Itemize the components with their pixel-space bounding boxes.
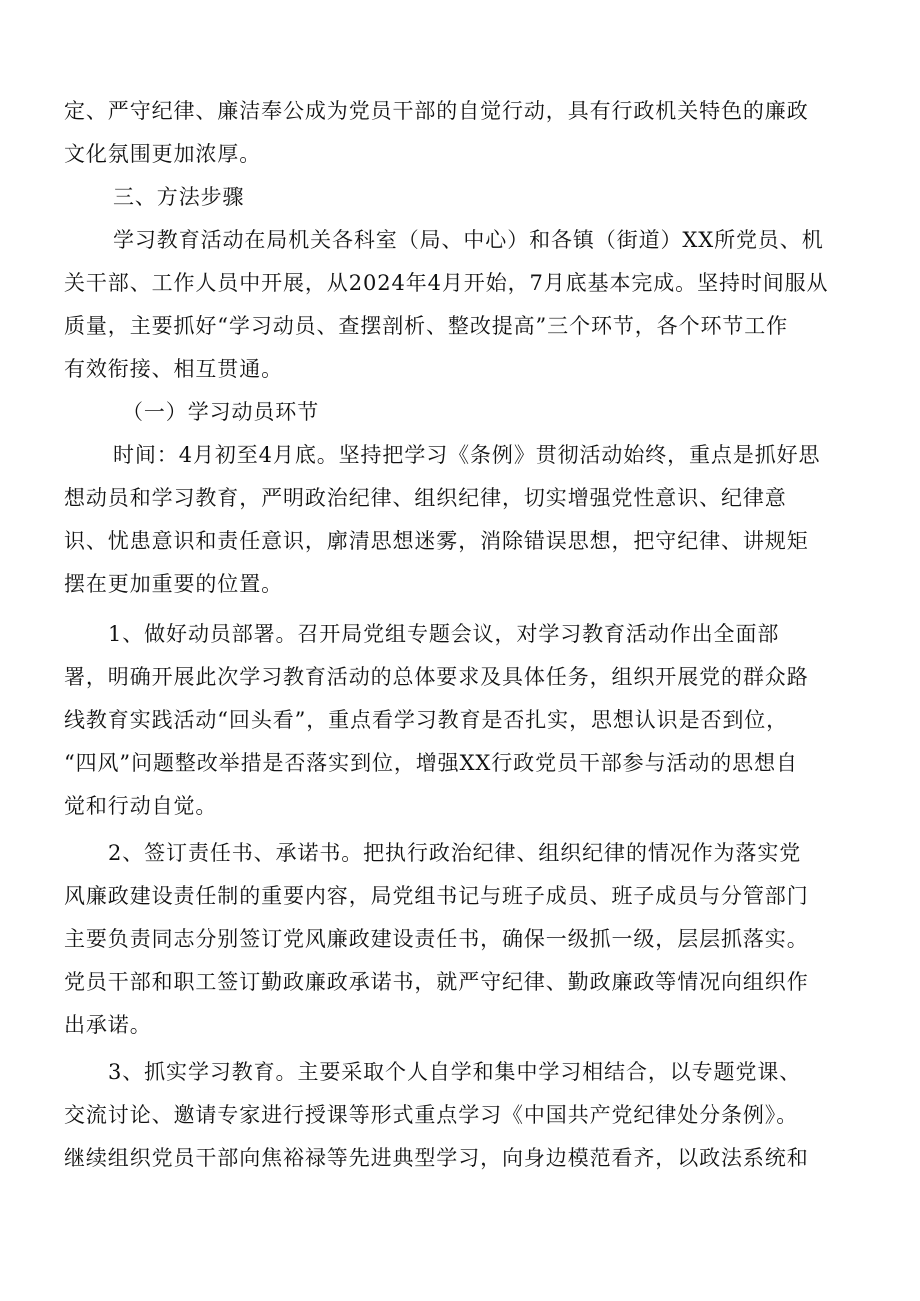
paragraph-line: 质量，主要抓好“学习动员、查摆剖析、整改提高”三个环节，各个环节工作: [64, 314, 789, 338]
document-body: [64, 90, 860, 1180]
paragraph-line: 交流讨论、邀请专家进行授课等形式重点学习《中国共产党纪律处分条例》。: [64, 1103, 799, 1127]
paragraph-line: 关干部、工作人员中开展，从2024年4月开始，7月底基本完成。坚持时间服从: [64, 271, 829, 295]
paragraph-line: 1、做好动员部署。召开局党组专题会议，对学习教育活动作出全面部: [108, 622, 780, 646]
paragraph-line: 识、忧患意识和责任意识，廓清思想迷雾，消除错误思想，把守纪律、讲规矩: [64, 529, 809, 553]
paragraph-line: 想动员和学习教育，严明政治纪律、组织纪律，切实增强党性意识、纪律意: [64, 486, 787, 510]
paragraph-line: 线教育实践活动“回头看”，重点看学习教育是否扎实，思想认识是否到位，: [64, 708, 789, 732]
paragraph-line: 学习教育活动在局机关各科室（局、中心）和各镇（街道）XX所党员、机: [113, 228, 824, 252]
paragraph-line: 出承诺。: [64, 1013, 152, 1037]
paragraph-line: 党员干部和职工签订勤政廉政承诺书，就严守纪律、勤政廉政等情况向组织作: [64, 970, 809, 994]
section-heading: 三、方法步骤: [113, 185, 245, 209]
paragraph-line: 文化氛围更加浓厚。: [64, 142, 262, 166]
subsection-heading: （一）学习动员环节: [122, 400, 320, 424]
paragraph-line: 署，明确开展此次学习教育活动的总体要求及具体任务，组织开展党的群众路: [64, 665, 809, 689]
paragraph-line: 觉和行动自觉。: [64, 794, 218, 818]
paragraph-line: 时间：4月初至4月底。坚持把学习《条例》贯彻活动始终，重点是抓好思: [113, 443, 821, 467]
paragraph-line: 2、签订责任书、承诺书。把执行政治纪律、组织纪律的情况作为落实党: [108, 841, 802, 865]
paragraph-line: 主要负责同志分别签订党风廉政建设责任书，确保一级抓一级，层层抓落实。: [64, 927, 809, 951]
paragraph-line: 定、严守纪律、廉洁奉公成为党员干部的自觉行动，具有行政机关特色的廉政: [64, 99, 809, 123]
paragraph-line: 摆在更加重要的位置。: [64, 572, 283, 596]
paragraph-line: 风廉政建设责任制的重要内容，局党组书记与班子成员、班子成员与分管部门: [64, 884, 809, 908]
paragraph-line: 继续组织党员干部向焦裕禄等先进典型学习，向身边模范看齐，以政法系统和: [64, 1146, 809, 1170]
paragraph-line: 3、抓实学习教育。主要采取个人自学和集中学习相结合，以专题党课、: [108, 1060, 802, 1084]
paragraph-line: 有效衔接、相互贯通。: [64, 357, 283, 381]
paragraph-line: “四风”问题整改举措是否落实到位，增强XX行政党员干部参与活动的思想自: [64, 751, 798, 775]
